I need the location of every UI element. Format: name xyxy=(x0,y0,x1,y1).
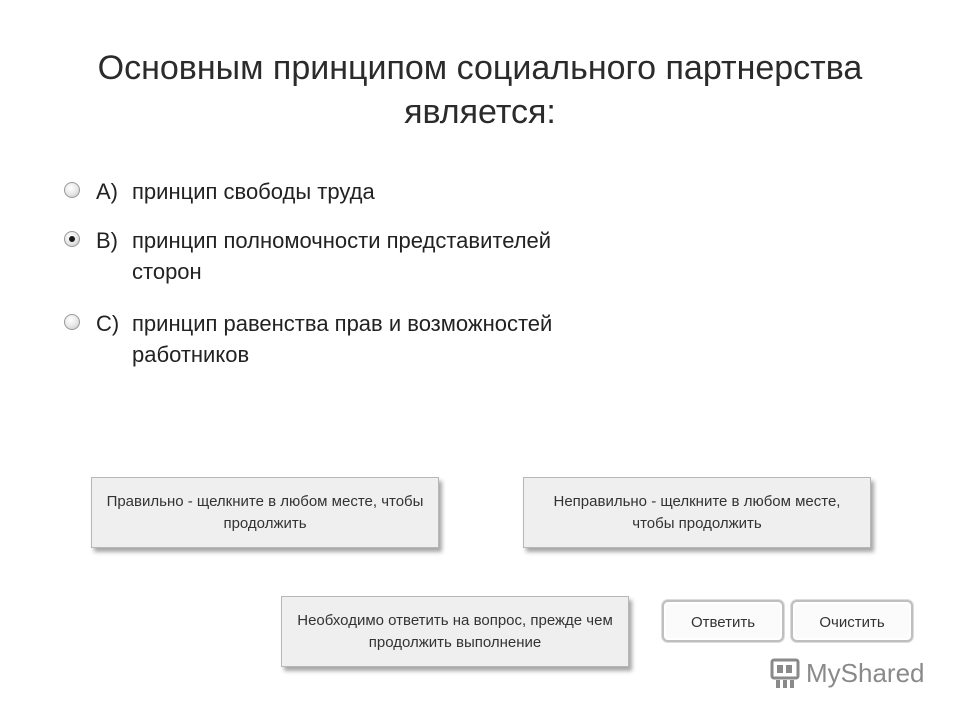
option-a[interactable] xyxy=(64,176,612,207)
watermark-text: MyShared xyxy=(806,657,925,688)
option-c-text: принцип равенства прав и возможностей работников xyxy=(132,311,553,367)
option-c-letter: C) xyxy=(96,311,120,336)
question-title: Основным принципом социального партнерства является: xyxy=(97,49,863,131)
option-b-letter: B) xyxy=(96,228,118,253)
correct-feedback-box[interactable]: Правильно - щелкните в любом месте, чтобы продолжить xyxy=(91,477,439,548)
answer-required-box[interactable]: Необходимо ответить на вопрос, прежде чем продолжить выполнение xyxy=(281,596,629,667)
option-b[interactable] xyxy=(64,225,602,287)
clear-button[interactable]: Очистить xyxy=(791,600,913,642)
radio-option-b[interactable] xyxy=(64,231,80,247)
radio-option-a[interactable] xyxy=(64,182,80,198)
myshared-logo-icon xyxy=(768,656,802,690)
incorrect-feedback-box[interactable]: Неправильно - щелкните в любом месте, чтобы продолжить xyxy=(523,477,871,548)
option-c[interactable] xyxy=(64,308,602,370)
watermark xyxy=(768,656,925,690)
option-b-text: принцип полномочности представителей сторон xyxy=(132,228,552,284)
option-a-text: принцип свободы труда xyxy=(132,179,375,204)
option-a-letter: A) xyxy=(96,179,118,204)
submit-button[interactable]: Ответить xyxy=(662,600,784,642)
radio-option-c[interactable] xyxy=(64,314,80,330)
